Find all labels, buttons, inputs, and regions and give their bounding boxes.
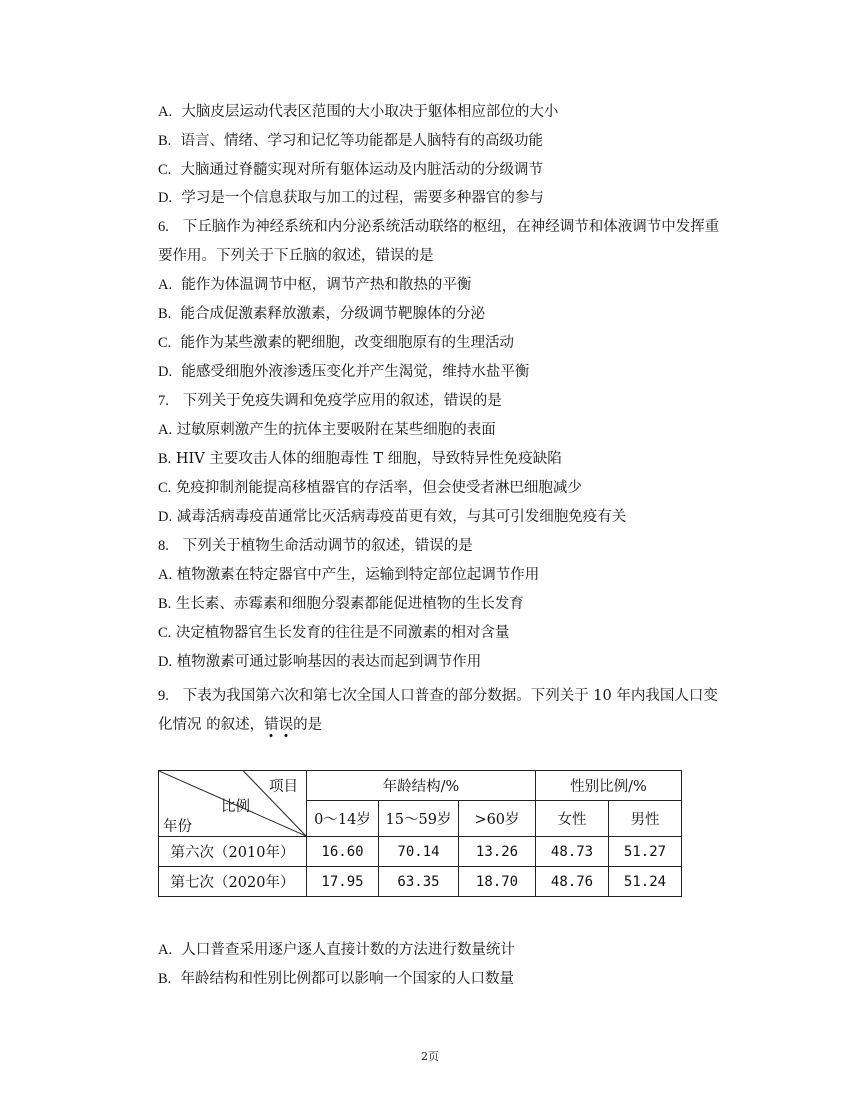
cell-value: 17.95: [307, 867, 379, 897]
cell-value: 16.60: [307, 837, 379, 867]
q8-option-b: B. 生长素、赤霉素和细胞分裂素都能促进植物的生长发育: [158, 596, 524, 612]
q5-option-d: D. 学习是一个信息获取与加工的过程，需要多种器官的参与: [158, 190, 544, 206]
subheader-15-59: 15～59岁: [379, 801, 459, 837]
row-year: 第七次（2020年）: [159, 867, 307, 897]
page-number: 2页: [421, 1050, 439, 1063]
q8-option-d: D. 植物激素可通过影响基因的表达而起到调节作用: [158, 654, 482, 670]
table-row: [159, 867, 682, 897]
corner-label-item: 项目: [269, 779, 298, 795]
cell-value: 70.14: [379, 837, 459, 867]
cell-value: 63.35: [379, 867, 459, 897]
q7-option-b: B. HIV 主要攻击人体的细胞毒性 T 细胞，导致特异性免疫缺陷: [158, 451, 562, 467]
q5-option-b: B. 语言、情绪、学习和记忆等功能都是人脑特有的高级功能: [158, 133, 544, 149]
census-table: [158, 770, 682, 897]
q9-option-b: B. 年龄结构和性别比例都可以影响一个国家的人口数量: [158, 971, 515, 987]
q9-stem-line1: 9. 下表为我国第六次和第七次全国人口普查的部分数据。下列关于 10 年内我国人口变: [158, 688, 718, 704]
corner-label-ratio: 比例: [221, 799, 250, 815]
q6-option-b: B. 能合成促激素释放激素，分级调节靶腺体的分泌: [158, 306, 486, 322]
subheader-over-60: >60岁: [459, 801, 536, 837]
q7-option-c: C. 免疫抑制剂能提高移植器官的存活率，但会使受者淋巴细胞减少: [158, 480, 582, 496]
cell-value: 48.73: [536, 837, 609, 867]
table-corner-cell: [159, 771, 307, 837]
q8-stem: 8. 下列关于植物生命活动调节的叙述，错误的是: [158, 538, 473, 554]
cell-value: 18.70: [459, 867, 536, 897]
q9-option-a: A. 人口普查采用逐户逐人直接计数的方法进行数量统计: [158, 942, 515, 958]
q7-option-a: A. 过敏原刺激产生的抗体主要吸附在某些细胞的表面: [158, 422, 496, 438]
q6-stem-line1: 6. 下丘脑作为神经系统和内分泌系统活动联络的枢纽，在神经调节和体液调节中发挥重: [158, 219, 720, 235]
table-row: [159, 837, 682, 867]
q6-option-d: D. 能感受细胞外液渗透压变化并产生渴觉，维持水盐平衡: [158, 364, 530, 380]
header-age-structure: 年龄结构/%: [307, 771, 536, 801]
q5-option-a: A. 大脑皮层运动代表区范围的大小取决于躯体相应部位的大小: [158, 104, 559, 120]
emphasis-dot-2: 误: [278, 717, 294, 733]
emphasis-dot-1: 错: [264, 717, 279, 733]
subheader-0-14: 0～14岁: [307, 801, 379, 837]
q5-option-c: C. 大脑通过脊髓实现对所有躯体运动及内脏活动的分级调节: [158, 162, 544, 178]
header-sex-ratio: 性别比例/%: [536, 771, 682, 801]
q8-option-c: C. 决定植物器官生长发育的往往是不同激素的相对含量: [158, 625, 510, 641]
q7-stem: 7. 下列关于免疫失调和免疫学应用的叙述，错误的是: [158, 393, 502, 409]
subheader-male: 男性: [609, 801, 682, 837]
cell-value: 51.24: [609, 867, 682, 897]
q8-option-a: A. 植物激素在特定器官中产生，运输到特定部位起调节作用: [158, 567, 540, 583]
q6-stem-line2: 要作用。下列关于下丘脑的叙述，错误的是: [158, 248, 434, 264]
cell-value: 51.27: [609, 837, 682, 867]
subheader-female: 女性: [536, 801, 609, 837]
corner-label-year: 年份: [163, 819, 192, 835]
q7-option-d: D. 减毒活病毒疫苗通常比灭活病毒疫苗更有效，与其可引发细胞免疫有关: [158, 509, 627, 525]
row-year: 第六次（2010年）: [159, 837, 307, 867]
cell-value: 48.76: [536, 867, 609, 897]
q6-option-a: A. 能作为体温调节中枢，调节产热和散热的平衡: [158, 277, 472, 293]
q6-option-c: C. 能作为某些激素的靶细胞，改变细胞原有的生理活动: [158, 335, 515, 351]
q9-stem-line2: 化情况 的叙述，错误的是: [158, 717, 323, 733]
cell-value: 13.26: [459, 837, 536, 867]
